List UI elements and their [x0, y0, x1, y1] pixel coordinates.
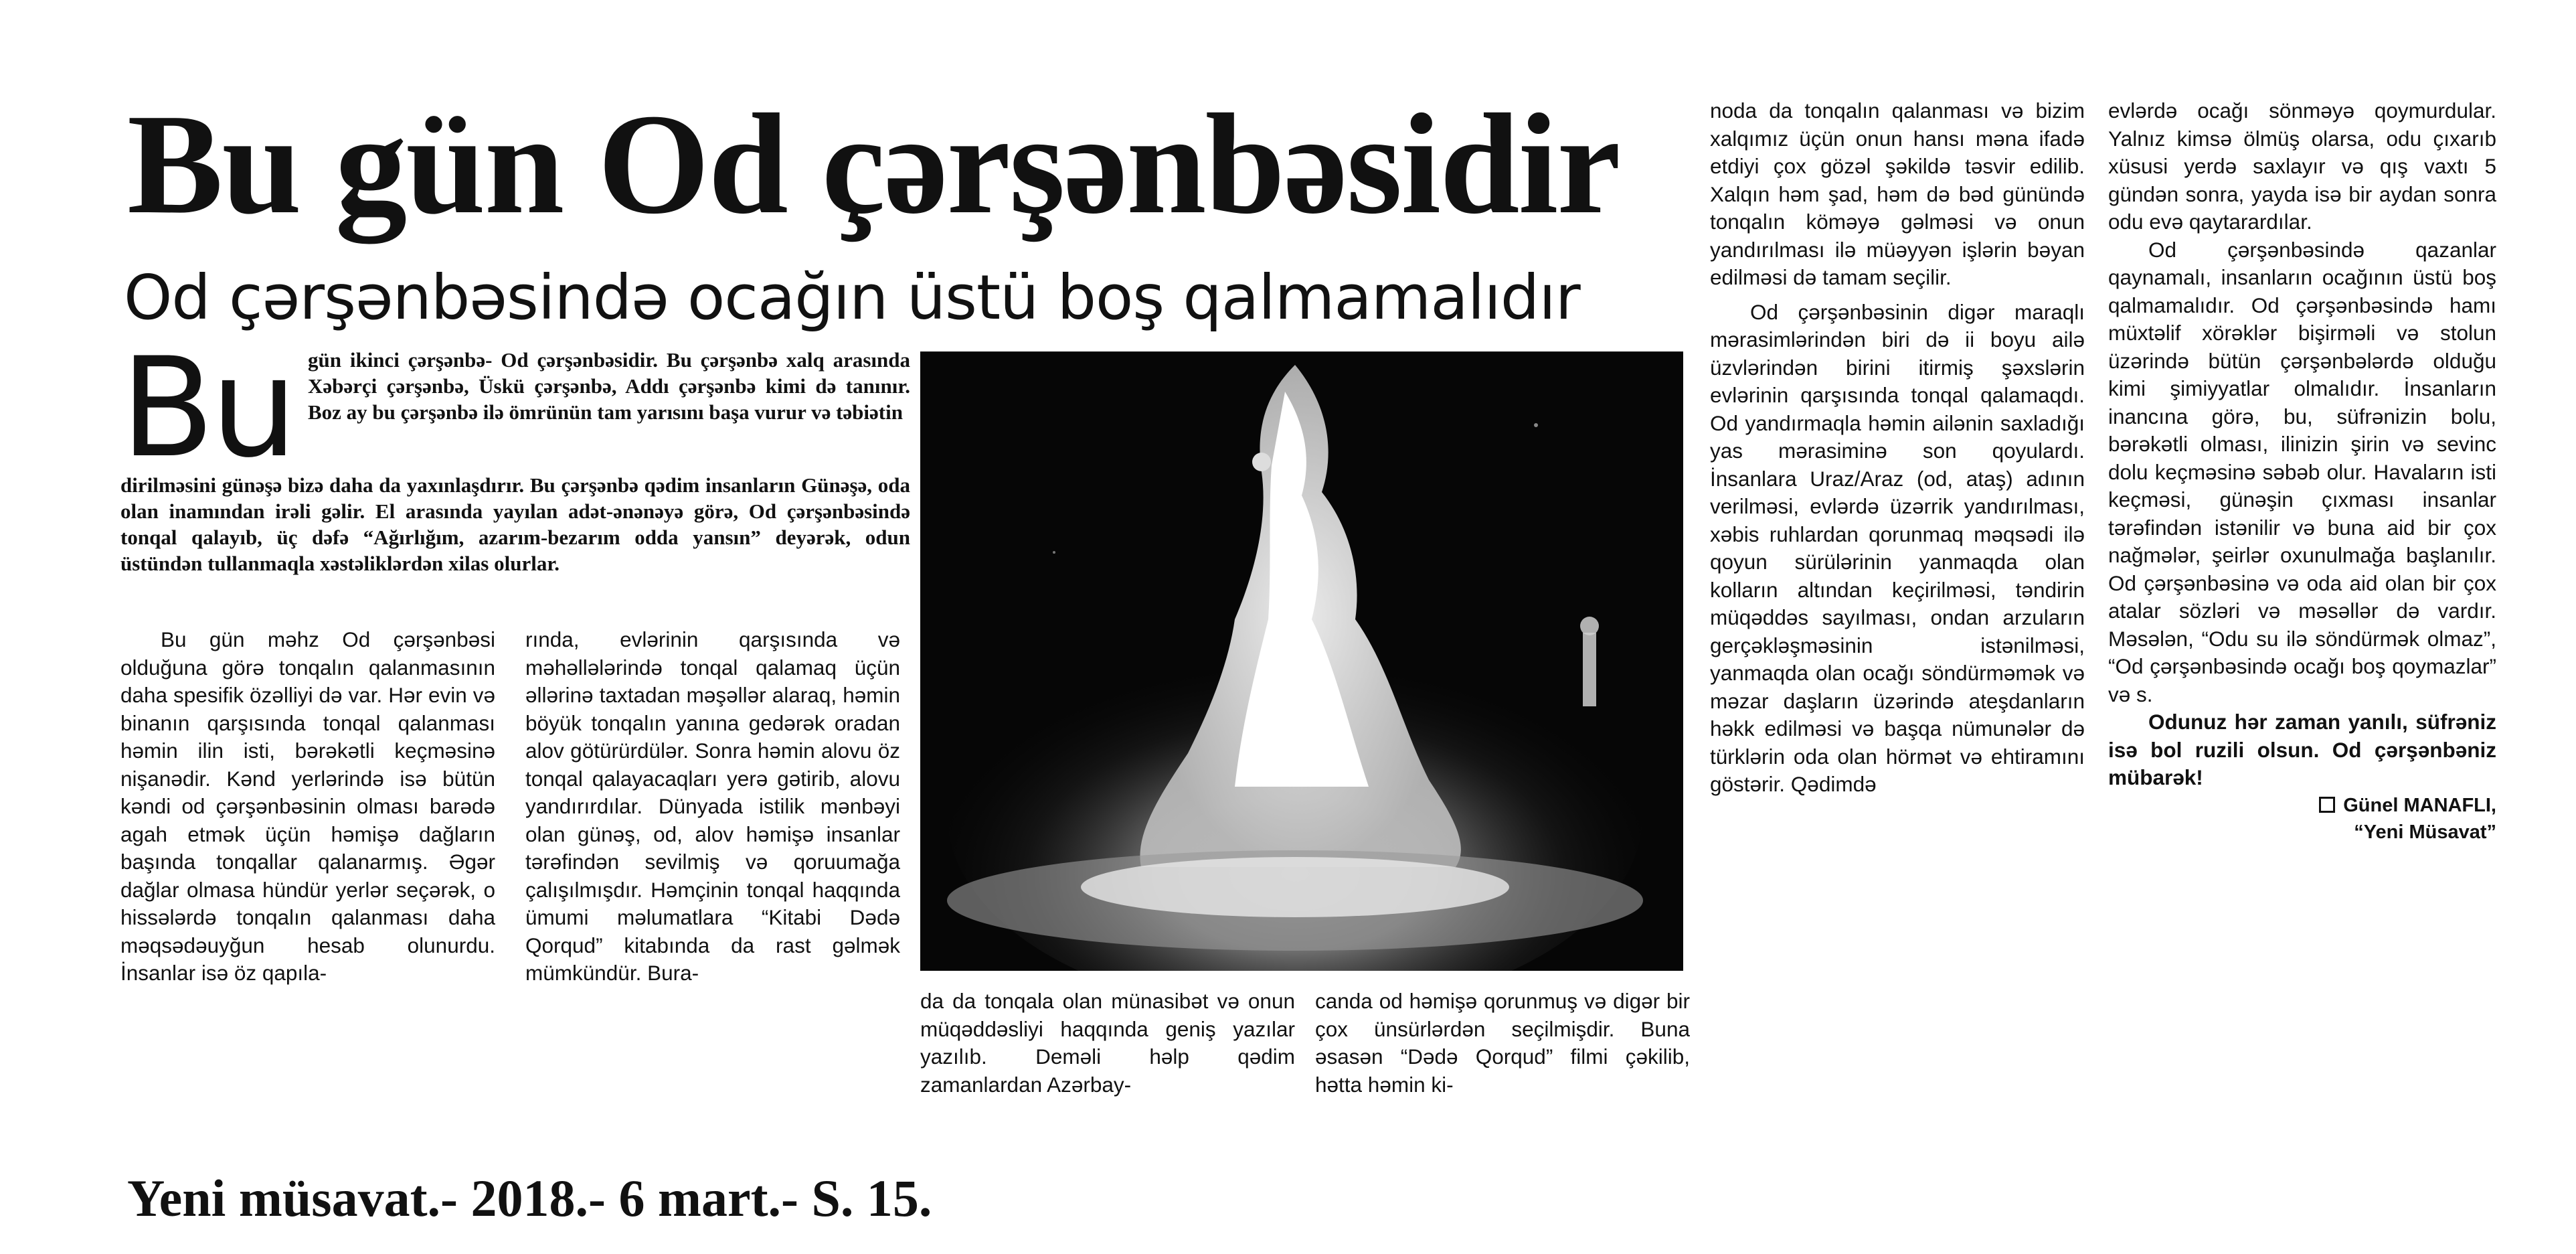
body-paragraph: Od çərşənbəsində qazanlar qaynamalı, insanların ocağının üstü boş qalmamalıdır. Od çərşənbəsində hamı müxtəlif xörəklər bişirməli və stolun üzərində bütün çərşənbələrdə olduğu kimi şimiyyatlar olmalıdır. İnsanların inancına görə, bu, süfrənizin bolu, bərəkətli olması, ilinizin şirin və sevinc dolu keçməsinə səbəb olur. Havaların isti keçməsi, günəşin çıxması insanlar tərəfindən istənilir və buna aid bir çox nağmələr, şeirlər oxunulmağa başlanılır. Od çərşənbəsinə və oda aid olan bir çox atalar sözləri və məsəllər də vardır. Məsələn, “Odu su ilə söndürmək olmaz”, “Od çərşənbəsində ocağı boş qoymazlar” və s. — [2108, 237, 2496, 706]
body-column-1 — [120, 626, 495, 988]
body-paragraph: da da tonqala olan münasibət və onun müqəddəsliyi haqqında geniş yazılar yazılıb. Deməli həlp qədim zamanlardan Azərbay- — [920, 989, 1295, 1097]
body-column-3 — [920, 988, 1295, 1099]
body-paragraph: Bu gün məhz Od çərşənbəsi olduğuna görə tonqalın qalanmasının daha spesifik özəlliyi də var. Hər evin və binanın qarşısında tonqal qalanması həmin ilin isti, bərəkətli keçməsinə nişanədir. Kənd yerlərində isə bütün kəndi od çərşənbəsinin olması barədə agah etmək üçün həmişə dağların başında tonqallar qalanarmış. Əgər dağlar olmasa hündür yerlər seçərək, o hissələrdə tonqalın qalanması daha məqsədəuyğun hesab olunurdu. İnsanlar isə öz qapıla- — [120, 627, 495, 985]
drop-cap: Bu — [120, 329, 294, 488]
body-paragraph: Od çərşənbəsinin digər maraqlı mərasimlərindən biri də ii boyu ailə üzvlərindən birini itirmiş şəxslərin evlərinin qarşısında tonqal qalamaqdı. Od yandırmaqla həmin ailənin saxladığı yas mərasiminə son qoyulardı. İnsanlara Uraz/Araz (od, ataş) adının verilməsi, evlərdə üzərrik yandırılması, xəbis ruhlardan qorunmaq məqsədi ilə qoyun sürülərinin yanmaqda olan kolların altından keçirilməsi, təndirin müqəddəs sayılması, ondan arzuların gerçəkləşməsinin istənilməsi, yanmaqda olan ocağı söndürməmək və məzar daşların üzərində ateşdanların həkk edilməsi və başqa nümunələr də türklərin oda olan hörmət və ehtiramını göstərir. Qədimdə — [1710, 299, 2085, 796]
body-paragraph: noda da tonqalın qalanması və bizim xalqımız üçün onun hansı məna ifadə etdiyi çox gözəl şəkildə təsvir edilib. Xalqın həm şad, həm də bəd günündə tonqalın köməyə gəlməsi və onun yandırılması ilə müəyyən işlərin bəyan edilməsi də tamam seçilir. — [1710, 98, 2085, 289]
body-column-6 — [2108, 97, 2496, 846]
bonfire-image — [920, 351, 1683, 971]
body-column-4 — [1315, 988, 1690, 1099]
body-paragraph: canda od həmişə qorunmuş və digər bir çox ünsürlərdən seçilmişdir. Buna əsasən “Dədə Qorqud” filmi çəkilib, hətta həmin ki- — [1315, 989, 1690, 1097]
lead-paragraph-first: gün ikinci çərşənbə- Od çərşənbəsidir. Bu çərşənbə xalq arasında Xəbərçi çərşənbə, Üskü çərşənbə, Addı çərşənbə kimi də tanınır. Boz ay bu çərşənbə ilə ömrünün tam yarısını başa vurur və təbiətin — [308, 348, 910, 424]
lead-paragraph-rest: dirilməsini günəşə bizə daha da yaxınlaşdırır. Bu çərşənbə qədim insanların Günəşə, oda olan inamından irəli gəlir. El arasında yayılan adət-ənənəyə görə, Od çərşənbəsində tonqal qalayıb, üç dəfə “Ağırlığım, azarım-bezarım odda yansın” deyərək, odun üstündən tullanmaqla xəstəliklərdən xilas olurlar. — [120, 473, 910, 575]
author-name: Günel MANAFLI, — [2343, 794, 2496, 816]
citation-footer: Yeni müsavat.- 2018.- 6 mart.- S. 15. — [127, 1169, 932, 1227]
closing-wish: Odunuz hər zaman yanılı, süfrəniz isə bol ruzili olsun. Od çərşənbəniz mübarək! — [2108, 710, 2496, 789]
body-paragraph: rında, evlərinin qarşısında və məhəllələrində tonqal qalamaq üçün əllərinə taxtadan məşəllər alaraq, həmin böyük tonqalın yanına gedərək oradan alov götürürdülər. Sonra həmin alovu öz tonqal qalayacaqları yerə gətirib, alovu yandırırdılar. Dünyada istilik mənbəyi olan günəş, od, alov həmişə insanlar tərəfindən sevilmiş və qoruumağa çalışılmışdır. Həmçinin tonqal haqqında ümumi məlumatlara “Kitabi Dədə Qorqud” kitabında da rast gəlmək mümkündür. Bura- — [525, 627, 900, 985]
body-column-5 — [1710, 97, 2085, 799]
square-bullet-icon — [2319, 797, 2335, 813]
headline: Bu gün Od çərşənbəsidir — [127, 84, 1620, 244]
author-byline — [2108, 792, 2496, 819]
source-publication: “Yeni Müsavat” — [2354, 821, 2496, 843]
subheadline: Od çərşənbəsində ocağın üstü boş qalmamalıdır — [124, 262, 1580, 333]
body-column-2 — [525, 626, 900, 988]
bonfire-photo — [920, 351, 1683, 971]
body-paragraph: evlərdə ocağı sönməyə qoymurdular. Yalnız kimsə ölmüş olarsa, odu çıxarıb xüsusi yerdə saxlayır və qış vaxtı 5 gündən sonra, yayda isə bir aydan sonra odu evə qaytarardılar. — [2108, 98, 2496, 234]
